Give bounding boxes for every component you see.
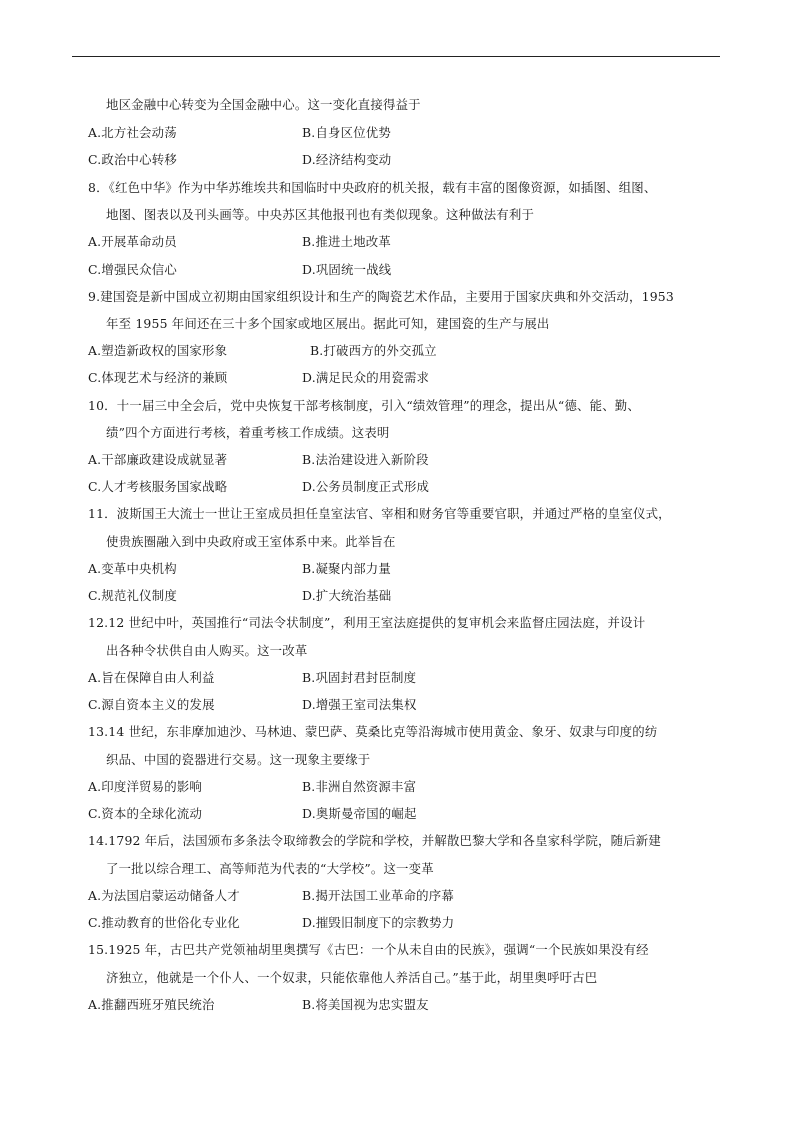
q11-option-a[interactable]: A.变革中央机构 (88, 561, 177, 576)
q10-option-c[interactable]: C.人才考核服务国家战略 (88, 479, 228, 494)
q12-option-d[interactable]: D.增强王室司法集权 (302, 697, 417, 712)
q8-stem-line-2: 地图、图表以及刊头画等。中央苏区其他报刊也有类似现象。这种做法有利于 (106, 207, 535, 222)
q9-stem-line-2: 年至 1955 年间还在三十多个国家或地区展出。据此可知，建国瓷的生产与展出 (106, 316, 550, 331)
q9-option-b[interactable]: B.打破西方的外交孤立 (310, 343, 437, 358)
header-rule (72, 56, 720, 57)
q11-stem-line-1: 11．波斯国王大流士一世让王室成员担任皇室法官、宰相和财务官等重要官职，并通过严格的皇室仪式， (88, 506, 671, 521)
q13-option-c[interactable]: C.资本的全球化流动 (88, 806, 203, 821)
q11-option-d[interactable]: D.扩大统治基础 (302, 588, 392, 603)
q8-option-c[interactable]: C.增强民众信心 (88, 262, 177, 277)
q14-stem-line-1: 14.1792 年后，法国颁布多条法令取缔教会的学院和学校，并解散巴黎大学和各皇家科学院，随后新建 (88, 833, 661, 848)
q13-option-b[interactable]: B.非洲自然资源丰富 (302, 779, 417, 794)
q7-option-d[interactable]: D.经济结构变动 (302, 152, 392, 167)
q8-option-a[interactable]: A.开展革命动员 (88, 234, 177, 249)
q8-stem-line-1: 8．《红色中华》作为中华苏维埃共和国临时中央政府的机关报，载有丰富的图像资源，如插图、组图、 (88, 180, 657, 195)
q11-option-c[interactable]: C.规范礼仪制度 (88, 588, 177, 603)
q10-option-d[interactable]: D.公务员制度正式形成 (302, 479, 430, 494)
question-7-stem-tail: 地区金融中心转变为全国金融中心。这一变化直接得益于 (106, 97, 421, 112)
q7-option-c[interactable]: C.政治中心转移 (88, 152, 177, 167)
q9-option-a[interactable]: A.塑造新政权的国家形象 (88, 343, 228, 358)
q10-option-b[interactable]: B.法治建设进入新阶段 (302, 452, 429, 467)
q9-stem-line-1: 9.建国瓷是新中国成立初期由国家组织设计和生产的陶瓷艺术作品，主要用于国家庆典和外交活动，1953 (88, 289, 674, 304)
q12-stem-line-2: 出各种令状供自由人购买。这一改革 (106, 643, 308, 658)
q12-option-a[interactable]: A.旨在保障自由人利益 (88, 670, 215, 685)
q15-option-b[interactable]: B.将美国视为忠实盟友 (302, 997, 429, 1012)
q15-option-a[interactable]: A.推翻西班牙殖民统治 (88, 997, 215, 1012)
q14-option-c[interactable]: C.推动教育的世俗化专业化 (88, 915, 240, 930)
q15-stem-line-2: 济独立，他就是一个仆人、一个奴隶，只能依靠他人养活自己。”基于此，胡里奥呼吁古巴 (106, 970, 598, 985)
q10-option-a[interactable]: A.干部廉政建设成就显著 (88, 452, 228, 467)
q10-stem-line-2: 绩”四个方面进行考核，着重考核工作成绩。这表明 (106, 425, 390, 440)
q14-stem-line-2: 了一批以综合理工、高等师范为代表的“大学校”。这一变革 (106, 861, 434, 876)
q9-option-d[interactable]: D.满足民众的用瓷需求 (302, 370, 430, 385)
q14-option-a[interactable]: A.为法国启蒙运动储备人才 (88, 888, 240, 903)
q13-stem-line-2: 织品、中国的瓷器进行交易。这一现象主要缘于 (106, 752, 371, 767)
q12-stem-line-1: 12.12 世纪中叶，英国推行“司法令状制度”，利用王室法庭提供的复审机会来监督庄园法庭，并设计 (88, 615, 646, 630)
q14-option-d[interactable]: D.摧毁旧制度下的宗教势力 (302, 915, 455, 930)
q7-option-b[interactable]: B.自身区位优势 (302, 125, 391, 140)
q13-option-d[interactable]: D.奥斯曼帝国的崛起 (302, 806, 417, 821)
q15-stem-line-1: 15.1925 年，古巴共产党领袖胡里奥撰写《古巴：一个从未自由的民族》，强调“一个民族如果没有经 (88, 942, 649, 957)
q7-option-a[interactable]: A.北方社会动荡 (88, 125, 177, 140)
q10-stem-line-1: 10．十一届三中全会后，党中央恢复干部考核制度，引入“绩效管理”的理念，提出从“德、能、勤、 (88, 398, 640, 413)
q14-option-b[interactable]: B.揭开法国工业革命的序幕 (302, 888, 454, 903)
q13-stem-line-1: 13.14 世纪，东非摩加迪沙、马林迪、蒙巴萨、莫桑比克等沿海城市使用黄金、象牙、奴隶与印度的纺 (88, 724, 658, 739)
q11-option-b[interactable]: B.凝聚内部力量 (302, 561, 391, 576)
q12-option-b[interactable]: B.巩固封君封臣制度 (302, 670, 417, 685)
q12-option-c[interactable]: C.源自资本主义的发展 (88, 697, 215, 712)
q8-option-b[interactable]: B.推进土地改革 (302, 234, 391, 249)
q8-option-d[interactable]: D.巩固统一战线 (302, 262, 392, 277)
q9-option-c[interactable]: C.体现艺术与经济的兼顾 (88, 370, 228, 385)
q11-stem-line-2: 使贵族圈融入到中央政府或王室体系中来。此举旨在 (106, 534, 396, 549)
q13-option-a[interactable]: A.印度洋贸易的影响 (88, 779, 203, 794)
